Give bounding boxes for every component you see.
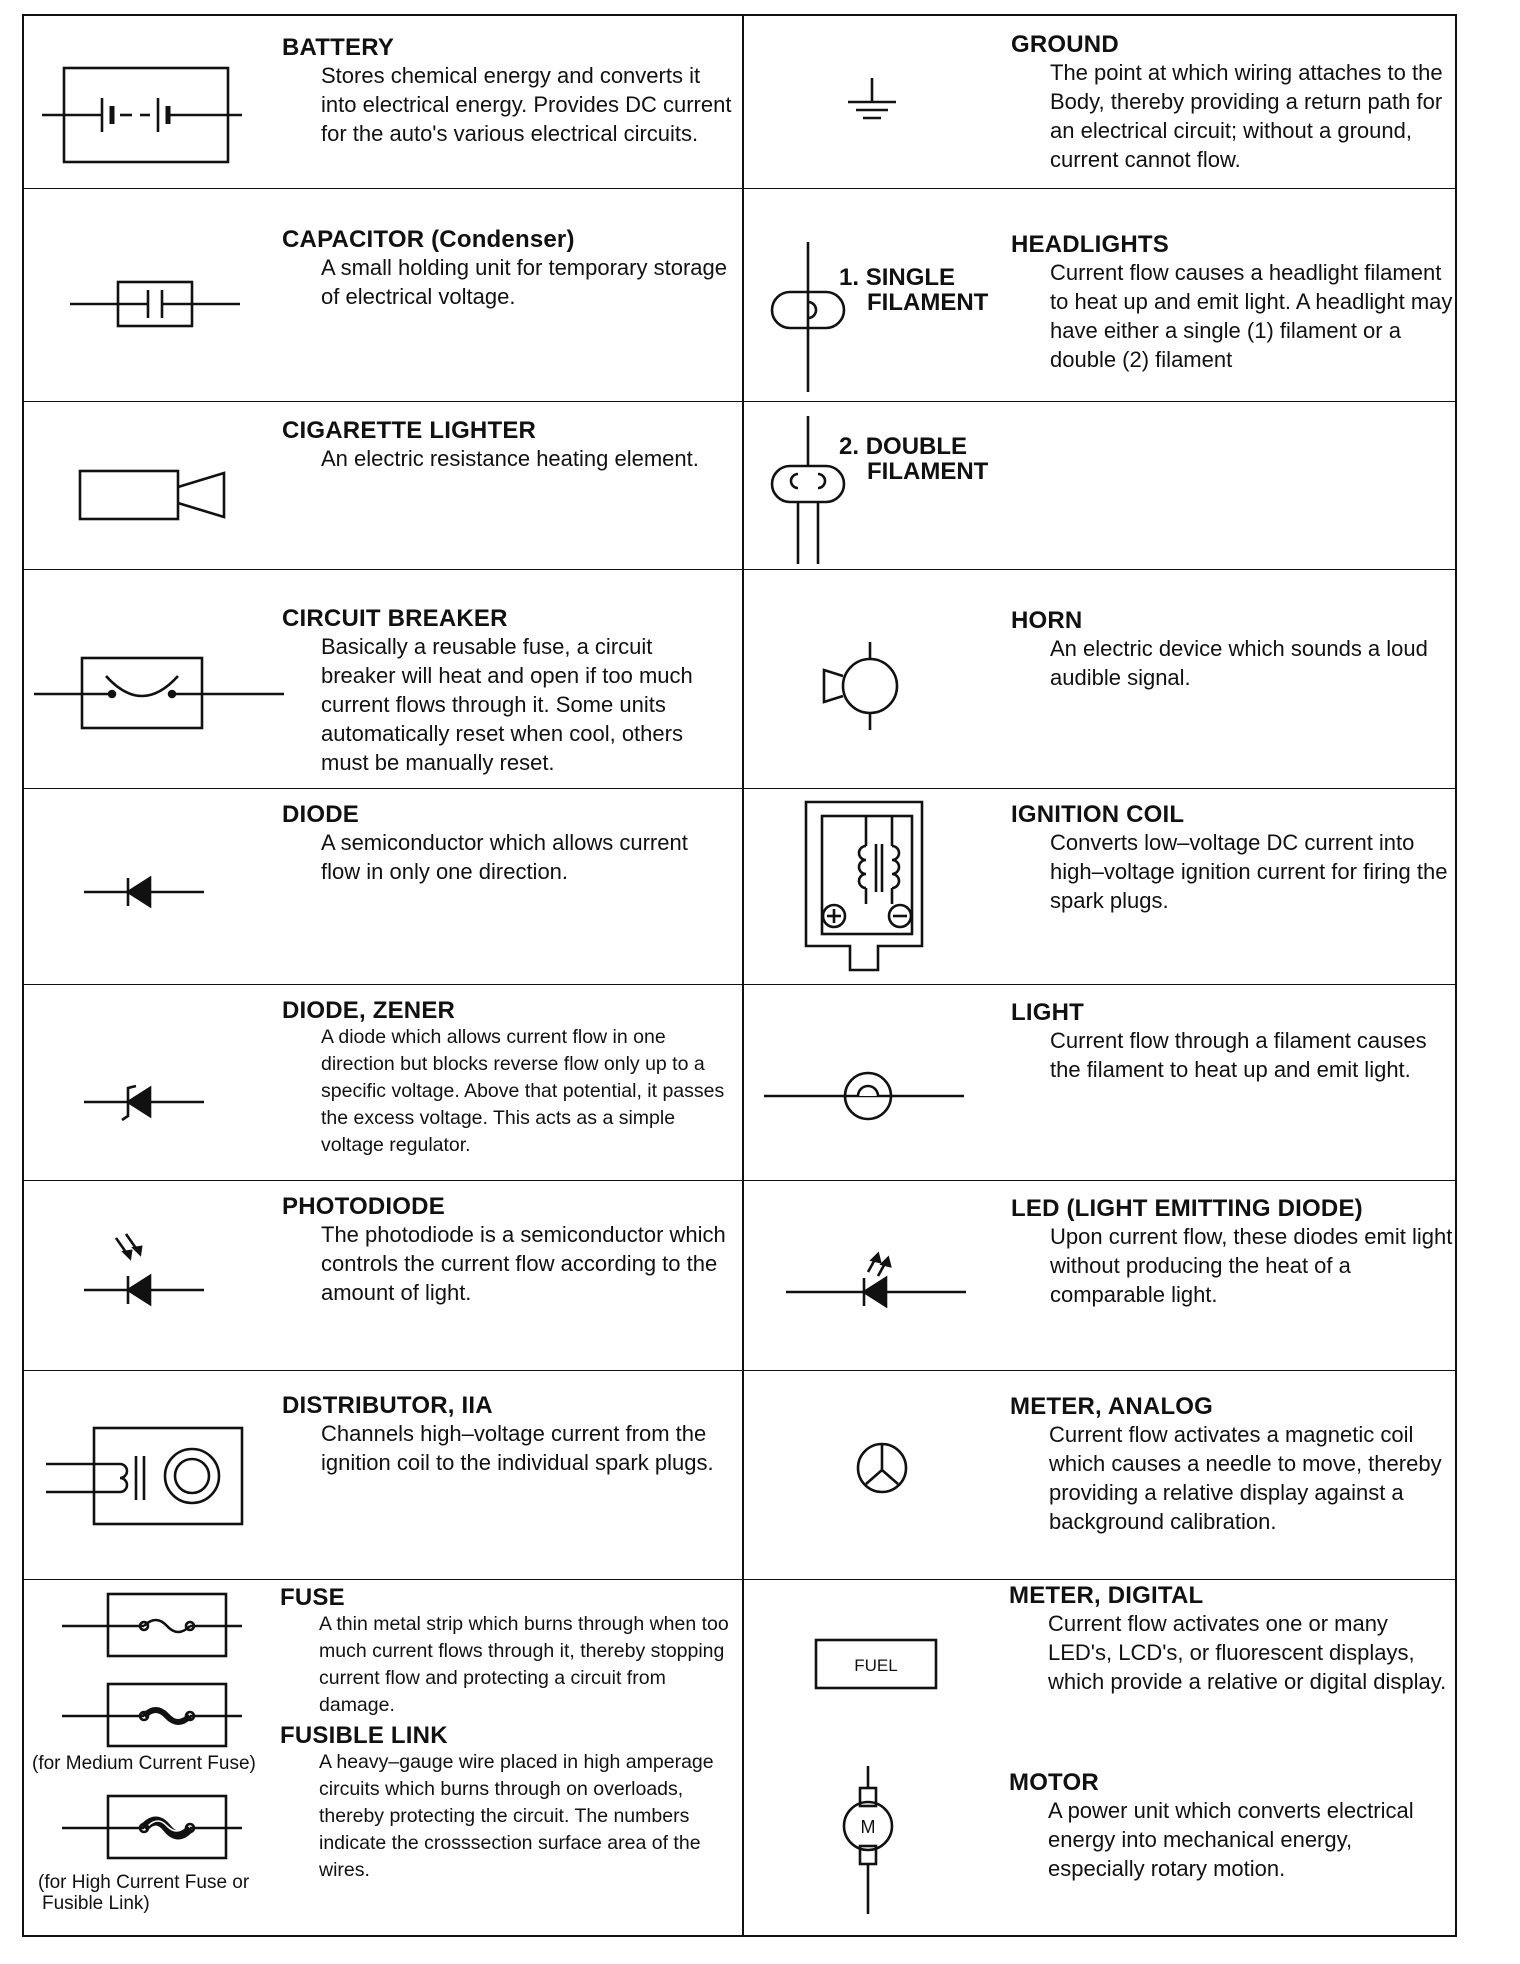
- motor-icon: [830, 1766, 910, 1916]
- entry-description: An electric resistance heating element.: [321, 446, 699, 471]
- entry-diode: [282, 802, 732, 886]
- entry-horn: [1011, 608, 1456, 692]
- entry-description: Current flow causes a headlight filament to heat up and emit light. A headlight may have either a single (1) filament or a double (2) filament: [1050, 260, 1453, 372]
- zener-diode-icon: [84, 1080, 204, 1124]
- entry-description: Current flow through a filament causes the filament to heat up and emit light.: [1050, 1028, 1427, 1082]
- entry-title: DIODE, ZENER: [282, 997, 456, 1024]
- ignition-coil-icon: [800, 798, 930, 973]
- entry-description: Current flow activates one or many LED's, LCD's, or fluorescent displays, which provide a relative or digital display.: [1048, 1611, 1447, 1694]
- fuse-icon: [62, 1588, 242, 1658]
- digital-meter-readout: FUEL: [854, 1656, 898, 1675]
- row-divider: [24, 188, 742, 189]
- fusible-link-icon: [62, 1790, 242, 1860]
- entry-description: Stores chemical energy and converts it into electrical energy. Provides DC current for the auto's various electrical circuits.: [321, 63, 732, 146]
- row-divider: [24, 788, 742, 789]
- entry-circuit-breaker: [282, 606, 732, 777]
- capacitor-icon: [70, 274, 240, 334]
- horn-icon: [816, 642, 906, 732]
- entry-analog-meter: [1010, 1394, 1455, 1536]
- entry-title: HEADLIGHTS: [1011, 231, 1169, 258]
- entry-zener-diode: [282, 998, 742, 1159]
- entry-title: FUSIBLE LINK: [280, 1722, 448, 1749]
- ground-icon: [842, 78, 902, 138]
- entry-title: CAPACITOR (Condenser): [282, 226, 575, 253]
- double-filament-word-2: FILAMENT: [867, 458, 989, 485]
- row-divider: [24, 401, 742, 402]
- row-divider: [24, 984, 742, 985]
- entry-description: Converts low–voltage DC current into high–voltage ignition current for firing the spark plugs.: [1050, 830, 1448, 913]
- entry-description: Channels high–voltage current from the ignition coil to the individual spark plugs.: [321, 1421, 714, 1475]
- medium-current-fuse-icon: [62, 1678, 242, 1748]
- entry-distributor: [282, 1393, 732, 1477]
- photodiode-icon: [84, 1230, 204, 1310]
- light-icon: [764, 1066, 964, 1126]
- distributor-icon: [46, 1422, 246, 1532]
- single-filament-word: SINGLE: [865, 264, 956, 291]
- entry-motor: [1009, 1770, 1454, 1883]
- entry-title: METER, ANALOG: [1010, 1393, 1214, 1420]
- row-divider: [24, 1579, 742, 1580]
- single-filament-number: 1.: [839, 264, 860, 291]
- row-divider: [744, 569, 1457, 570]
- entry-title: FUSE: [280, 1584, 345, 1611]
- entry-title: METER, DIGITAL: [1009, 1582, 1204, 1609]
- entry-led: [1011, 1196, 1456, 1309]
- entry-headlights: [1011, 232, 1456, 374]
- entry-digital-meter: [1009, 1583, 1454, 1696]
- double-filament-number: 2.: [839, 433, 860, 460]
- entry-ground: [1011, 32, 1456, 174]
- entry-description: The photodiode is a semiconductor which controls the current flow according to the amount of light.: [321, 1222, 726, 1305]
- entry-title: LIGHT: [1011, 999, 1084, 1026]
- entry-description: A heavy–gauge wire placed in high amperage circuits which burns through on overloads, thereby protecting the circuit. The numbers indicate the crosssection surface area of the wires.: [319, 1751, 714, 1881]
- single-filament-word-2: FILAMENT: [867, 289, 989, 316]
- circuit-breaker-icon: [34, 652, 284, 732]
- single-filament-headlight-icon: [770, 242, 850, 392]
- entry-title: CIRCUIT BREAKER: [282, 605, 508, 632]
- entry-description: Basically a reusable fuse, a circuit breaker will heat and open if too much current flows through it. Some units automatically reset when cool, others must be manually reset.: [321, 634, 693, 775]
- row-divider: [744, 984, 1457, 985]
- column-divider: [742, 16, 744, 1935]
- row-divider: [24, 1180, 742, 1181]
- digital-meter-icon: [812, 1636, 942, 1692]
- entry-description: The point at which wiring attaches to the Body, thereby providing a return path for an electrical circuit; without a ground, current cannot flow.: [1050, 60, 1443, 172]
- entry-title: LED (LIGHT EMITTING DIODE): [1011, 1195, 1363, 1222]
- entry-light: [1011, 1000, 1456, 1084]
- led-icon: [786, 1236, 966, 1316]
- entry-title: DISTRIBUTOR, IIA: [282, 1392, 493, 1419]
- entry-title: BATTERY: [282, 34, 395, 61]
- entry-title: IGNITION COIL: [1011, 801, 1185, 828]
- cigarette-lighter-icon: [74, 465, 234, 525]
- entry-battery: [282, 35, 732, 148]
- motor-letter: M: [860, 1817, 876, 1837]
- row-divider: [24, 1370, 742, 1371]
- row-divider: [744, 1579, 1457, 1580]
- entry-description: A thin metal strip which burns through when too much current flows through it, thereby stopping current flow and protecting a circuit from damage.: [319, 1613, 729, 1716]
- entry-cigarette-lighter: [282, 418, 732, 473]
- symbol-chart: [22, 14, 1457, 1937]
- row-divider: [744, 1370, 1457, 1371]
- entry-description: A diode which allows current flow in one direction but blocks reverse flow only up to a specific voltage. Above that potential, it passes the excess voltage. This acts as a simple voltage regulator.: [321, 1026, 725, 1156]
- entry-title: PHOTODIODE: [282, 1193, 445, 1220]
- fuse-caption-high-1: (for High Current Fuse or: [38, 1872, 250, 1893]
- entry-capacitor: [282, 227, 732, 311]
- row-divider: [744, 188, 1457, 189]
- entry-description: A power unit which converts electrical energy into mechanical energy, especially rotary motion.: [1048, 1798, 1414, 1881]
- double-filament-word: DOUBLE: [865, 433, 968, 460]
- entry-description: A semiconductor which allows current flow in only one direction.: [321, 830, 688, 884]
- row-divider: [24, 569, 742, 570]
- battery-icon: [42, 60, 242, 170]
- row-divider: [744, 1180, 1457, 1181]
- single-filament-label: [839, 265, 988, 315]
- entry-description: A small holding unit for temporary storage of electrical voltage.: [321, 255, 727, 309]
- row-divider: [744, 401, 1457, 402]
- entry-description: Current flow activates a magnetic coil which causes a needle to move, thereby providing a relative display against a background calibration.: [1049, 1422, 1442, 1534]
- analog-meter-icon: [852, 1438, 912, 1498]
- entry-fuse: [280, 1585, 740, 1719]
- entry-title: DIODE: [282, 801, 360, 828]
- entry-fusible-link: [280, 1723, 740, 1884]
- diode-icon: [84, 872, 204, 912]
- entry-title: MOTOR: [1009, 1769, 1099, 1796]
- entry-title: GROUND: [1011, 31, 1119, 58]
- double-filament-headlight-icon: [770, 416, 850, 566]
- entry-title: CIGARETTE LIGHTER: [282, 417, 537, 444]
- fuse-caption-medium: (for Medium Current Fuse): [32, 1753, 256, 1774]
- entry-title: HORN: [1011, 607, 1083, 634]
- row-divider: [744, 788, 1457, 789]
- entry-ignition-coil: [1011, 802, 1456, 915]
- entry-description: Upon current flow, these diodes emit light without producing the heat of a comparable light.: [1050, 1224, 1453, 1307]
- fuse-caption-high-2: Fusible Link): [42, 1893, 150, 1914]
- entry-description: An electric device which sounds a loud audible signal.: [1050, 636, 1428, 690]
- entry-photodiode: [282, 1194, 732, 1307]
- double-filament-label: [839, 434, 988, 484]
